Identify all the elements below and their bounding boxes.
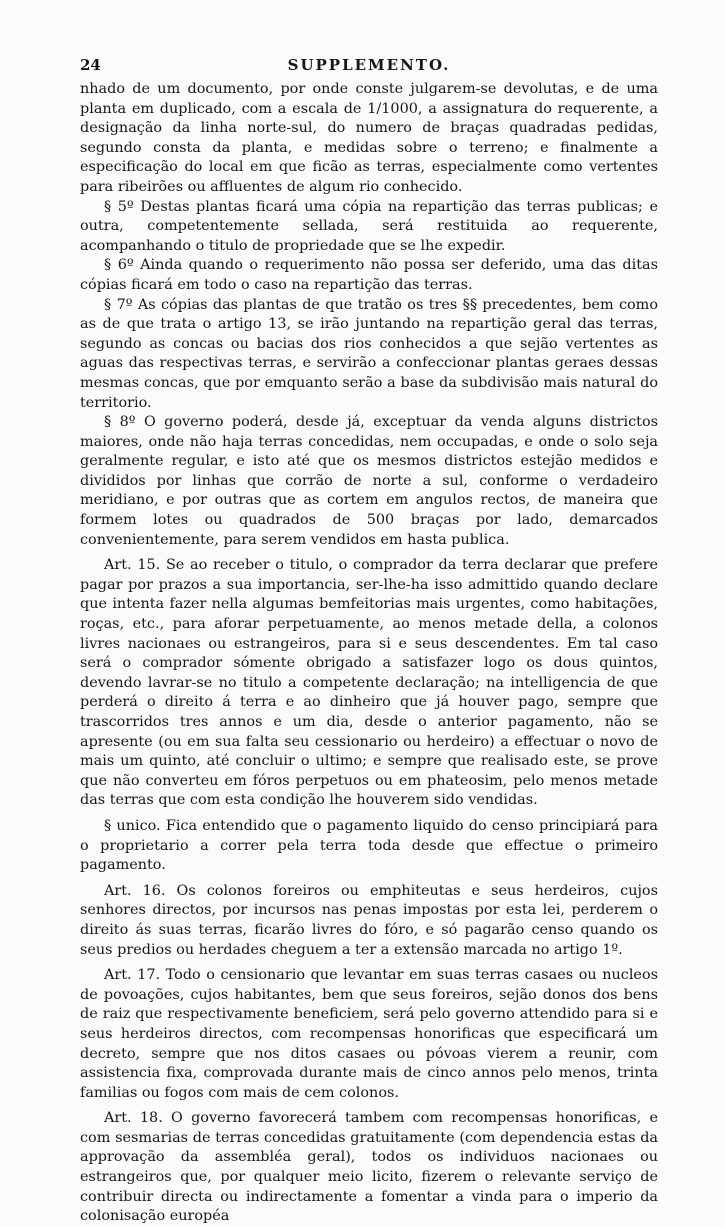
- page-header: [80, 56, 658, 78]
- paragraph-article-16: Art. 16. Os colonos foreiros ou emphiteutas e seus herdeiros, cujos senhores directos, por incursos nas penas impostas por esta lei, perderem o direito ás suas terras, ficarão livres do fóro, e só pagarão censo quando os seus predios ou herdades cheguem a ter a extensão marcada no artigo 1º.: [80, 882, 658, 958]
- paragraph-article-17: Art. 17. Todo o censionario que levantar em suas terras casaes ou nucleos de povoações, cujos habitantes, bem que seus foreiros, sejão donos dos bens de raiz que respectivamente beneficiem, será pelo governo attendido para si e seus herdeiros directos, com recompensas honorificas que especificará um decreto, sempre que nos ditos casaes ou póvoas vierem a reunir, com assistencia fixa, comprovada durante mais de cinco annos pelo menos, trinta familias ou fogos com mais de cem colonos.: [80, 967, 658, 1101]
- paragraph-section-unico: § unico. Fica entendido que o pagamento liquido do censo principiará para o proprietario a correr pela terra toda desde que effectue o primeiro pagamento.: [80, 817, 658, 874]
- paragraph-continuation: nhado de um documento, por onde conste julgarem-se devolutas, e de uma planta em duplicado, com a escala de 1/1000, a assignatura do requerente, a designação da linha norte-sul, do numero de braças quadradas pedidas, segundo consta da planta, e medidas sobre o terreno; e finalmente a especificação do local em que ficão as terras, especialmente como vertentes para ribeirões ou affluentes de algum rio conhecido.: [80, 81, 658, 195]
- paragraph-section-6: § 6º Ainda quando o requerimento não possa ser deferido, uma das ditas cópias ficará em todo o caso na repartição das terras.: [80, 257, 658, 293]
- paragraph-section-5: § 5º Destas plantas ficará uma cópia na repartição das terras publicas; e outra, competentemente sellada, será restituida ao requerente, acompanhando o titulo de propriedade que se lhe expedir.: [80, 198, 658, 254]
- paragraph-article-15: Art. 15. Se ao receber o titulo, o comprador da terra declarar que prefere pagar por prazos a sua importancia, ser-lhe-ha isso admittido quando declare que intenta fazer nella algumas bemfeitorias mais urgentes, como habitações, roças, etc., para aforar perpetuamente, ao menos metade della, a colonos livres nacionaes ou estrangeiros, para si e seus descendentes. Em tal caso será o comprador sómente obrigado a satisfazer logo os dous quintos, devendo lavrar-se no titulo a competente declaração; na intelligencia de que perderá o direito á terra e ao dinheiro que já houver pago, sempre que trascorridos tres annos e um dia, desde o anterior pagamento, não se apresente (ou em sua falta seu cessionario ou herdeiro) a effectuar o novo de mais um quinto, até concluir o ultimo; e sempre que realisado este, se prove que não converteu em fóros perpetuos ou em phateosim, pelo menos metade das terras que com esta condição lhe houverem sido vendidas.: [80, 557, 658, 809]
- paragraph-section-7: § 7º As cópias das plantas de que tratão os tres §§ precedentes, bem como as de que trata o artigo 13, se irão juntando na repartição geral das terras, segundo as concas ou bacias dos rios conhecidos a que sejão vertentes as aguas das respectivas terras, e servirão a confeccionar plantas geraes dessas mesmas concas, que por emquanto serão a base da subdivisão mais natural do territorio.: [80, 296, 658, 411]
- paragraph-section-8: § 8º O governo poderá, desde já, exceptuar da venda alguns districtos maiores, onde não haja terras concedidas, nem occupadas, e onde o solo seja geralmente regular, e isto até que os mesmos districtos estejão medidos e divididos por linhas que corrão de norte a sul, conforme o verdadeiro meridiano, e por outras que as cortem em angulos rectos, de maneira que formem lotes ou quadrados de 500 braças por lado, demarcados convenientemente, para serem vendidos em hasta publica.: [80, 414, 658, 548]
- paragraph-article-18: Art. 18. O governo favorecerá tambem com recompensas honorificas, e com sesmarias de terras concedidas gratuitamente (com dependencia estas da approvação da assembléa geral), todos os individuos nacionaes ou estrangeiros que, por qualquer meio licito, fizerem o relevante serviço de contribuir directa ou indirectamente a fomentar a vinda para o imperio da colonisação européa: [80, 1110, 658, 1225]
- running-title: SUPPLEMENTO.: [287, 56, 451, 74]
- book-page: [80, 56, 658, 1227]
- page-number: 24: [80, 56, 101, 74]
